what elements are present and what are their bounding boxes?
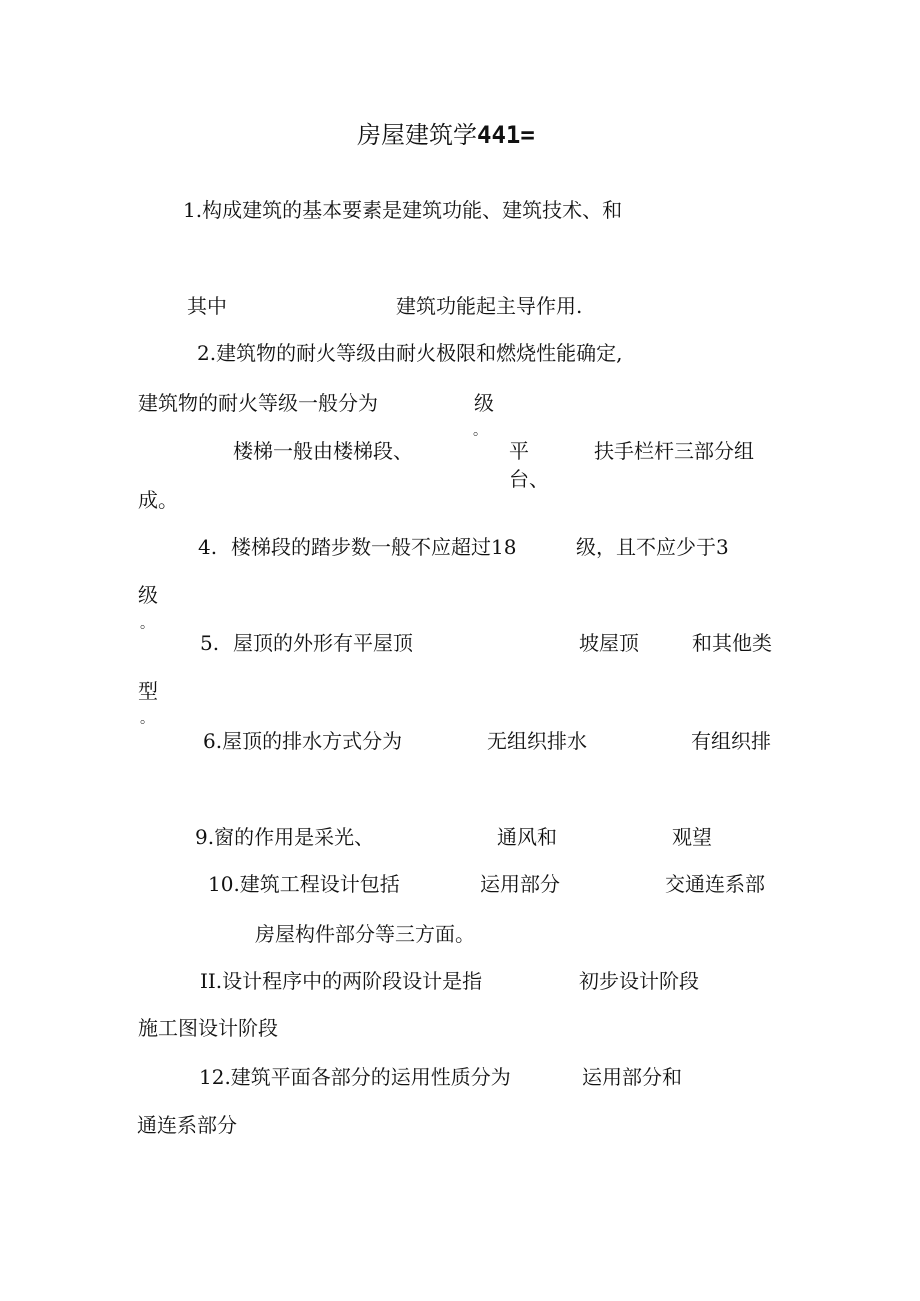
q3-line-c: 扶手栏杆三部分组	[594, 439, 754, 463]
q5-number: 5.	[200, 631, 220, 655]
q3-line-b1: 平	[509, 439, 529, 463]
q4-number: 4.	[198, 535, 218, 559]
q11-line-c: 施工图设计阶段	[138, 1016, 278, 1040]
q9-line-b: 通风和	[497, 825, 557, 849]
q2-line-b: 建筑物的耐火等级一般分为	[138, 391, 378, 415]
q9-line-a: 9.窗的作用是采光、	[195, 825, 375, 849]
q12-line-a: 12.建筑平面各部分的运用性质分为	[199, 1065, 511, 1089]
q5-line-a: 屋顶的外形有平屋顶	[233, 631, 413, 655]
q3-line-a: 楼梯一般由楼梯段、	[233, 439, 413, 463]
q6-line-c: 有组织排	[691, 729, 771, 753]
q11-line-a: II.设计程序中的两阶段设计是指	[200, 969, 483, 993]
q5-line-b: 坡屋顶	[579, 631, 639, 655]
q1-line-a: 1.构成建筑的基本要素是建筑功能、建筑技术、和	[183, 198, 623, 222]
q5-dot: 。	[140, 711, 154, 727]
q10-line-b: 运用部分	[480, 872, 560, 896]
q1-line-b-left: 其中	[187, 294, 227, 318]
q4-line-c: 级	[138, 583, 158, 607]
q6-line-b: 无组织排水	[487, 729, 587, 753]
q3-line-b2: 台、	[509, 467, 549, 491]
q5-line-c: 和其他类	[692, 631, 772, 655]
document-title	[357, 120, 535, 150]
q2-line-c: 级	[474, 391, 494, 415]
q2-dot: 。	[473, 423, 487, 439]
title-text: 房屋建筑学	[357, 121, 477, 149]
q10-line-c: 交通连系部	[665, 872, 765, 896]
q4-line-a: 楼梯段的踏步数一般不应超过18	[231, 535, 517, 559]
q2-line-a: 2.建筑物的耐火等级由耐火极限和燃烧性能确定,	[197, 341, 623, 365]
q5-line-d: 型	[138, 679, 158, 703]
q12-line-c: 通连系部分	[137, 1113, 237, 1137]
q1-line-b-right: 建筑功能起主导作用.	[396, 294, 583, 318]
q11-line-b: 初步设计阶段	[579, 969, 699, 993]
title-suffix: 441=	[477, 121, 535, 149]
q4-dot: 。	[140, 616, 154, 632]
q6-line-a: 6.屋顶的排水方式分为	[203, 729, 403, 753]
q12-line-b: 运用部分和	[582, 1065, 682, 1089]
q10-line-d: 房屋构件部分等三方面。	[255, 922, 475, 946]
q3-line-d: 成。	[138, 488, 178, 512]
q9-line-c: 观望	[672, 825, 712, 849]
q4-line-b: 级，且不应少于3	[576, 535, 729, 559]
q10-line-a: 10.建筑工程设计包括	[208, 872, 400, 896]
